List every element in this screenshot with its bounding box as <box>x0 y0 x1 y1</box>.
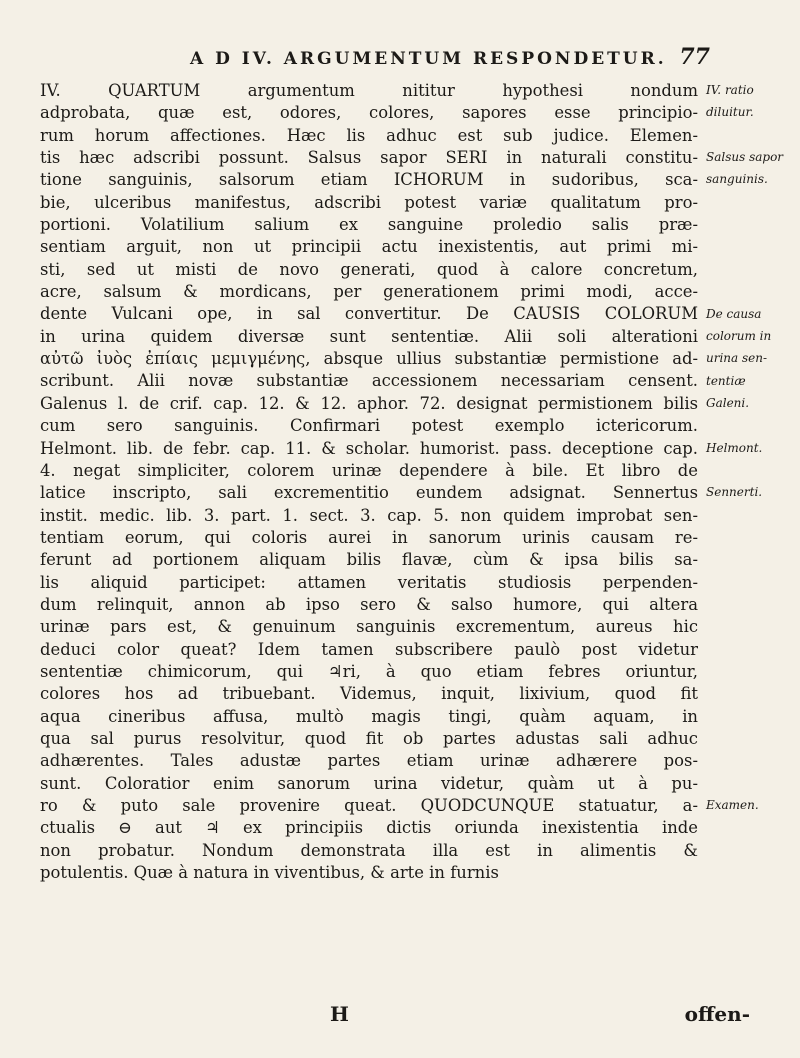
text-line: dum relinquit, annon ab ipso sero & salso humore, qui altera <box>40 594 698 614</box>
text-line: IV. QUARTUM argumentum nititur hypothesi nondum <box>40 81 698 100</box>
text-line: tentiam eorum, qui coloris aurei in sanorum urinis causam re- <box>40 527 698 547</box>
text-line: cum sero sanguinis. Confirmari potest exemplo ictericorum. <box>40 416 698 436</box>
text-line: sentiam arguit, non ut principii actu inexistentis, aut primi mi- <box>40 237 698 257</box>
catchword: offen- <box>684 1002 750 1026</box>
margin-note: IV. ratio <box>706 83 754 97</box>
text-line: deduci color queat? Idem tamen subscribere paulò post videtur <box>40 639 698 659</box>
margin-note: tentiæ <box>706 373 746 388</box>
text-line: lis aliquid participet: attamen veritatis studiosis perpenden- <box>40 572 698 592</box>
margin-note: Galeni. <box>706 395 750 410</box>
margin-note: De causa <box>706 306 762 321</box>
text-line: adhærentes. Tales adustæ partes etiam urinæ adhærere pos- <box>40 751 698 771</box>
text-line: aqua cineribus affusa, multò magis tingi, quàm aquam, in <box>40 706 698 726</box>
text-line: sunt. Coloratior enim sanorum urina videtur, quàm ut à pu- <box>40 773 698 793</box>
running-title: A D IV. ARGUMENTUM RESPONDETUR. <box>190 49 667 69</box>
text-line: ctualis ⊖ aut ♃ ex principiis dictis oriunda inexistentia inde <box>40 818 698 838</box>
text-line: Galenus l. de crif. cap. 12. & 12. aphor. 72. designat permistionem bilis <box>40 393 698 413</box>
page-number: 77 <box>679 44 710 70</box>
text-line: sti, sed ut misti de novo generati, quod à calore concretum, <box>40 259 698 279</box>
text-line: non probatur. Nondum demonstrata illa est in alimentis & <box>40 840 698 860</box>
page-footer <box>330 1002 750 1026</box>
text-line: αὐτῶ ἰυὸς ἐπίαις μεμιγμένης, absque ullius substantiæ permistione ad- <box>40 349 698 369</box>
text-line: bie, ulceribus manifestus, adscribi potest variæ qualitatum pro- <box>40 192 698 212</box>
text-line: dente Vulcani ope, in sal convertitur. De CAUSIS COLORUM <box>40 304 698 324</box>
margin-note: sanguinis. <box>706 172 768 187</box>
text-line: colores hos ad tribuebant. Videmus, inquit, lixivium, quod fit <box>40 684 698 704</box>
text-line: portioni. Volatilium salium ex sanguine proledio salis præ- <box>40 215 698 235</box>
margin-note: Examen. <box>706 798 759 813</box>
running-header <box>190 44 710 70</box>
margin-note: Salsus sapor <box>706 150 784 165</box>
text-line: acre, salsum & mordicans, per generationem primi modi, acce- <box>40 282 698 302</box>
text-line: ferunt ad portionem aliquam bilis flavæ, cùm & ipsa bilis sa- <box>40 550 698 570</box>
text-line: tione sanguinis, salsorum etiam ICHORUM in sudoribus, sca- <box>40 170 698 190</box>
body-text <box>40 80 698 884</box>
text-line: Helmont. lib. de febr. cap. 11. & scholar. humorist. pass. deceptione cap. <box>40 438 698 458</box>
text-line: urinæ pars est, & genuinum sanguinis excrementum, aureus hic <box>40 617 698 637</box>
text-line: latice inscripto, sali excrementitio eundem adsignat. Sennertus <box>40 483 698 503</box>
text-line: qua sal purus resolvitur, quod fit ob partes adustas sali adhuc <box>40 728 698 748</box>
text-line: 4. negat simpliciter, colorem urinæ dependere à bile. Et libro de <box>40 460 698 480</box>
text-line: instit. medic. lib. 3. part. 1. sect. 3. cap. 5. non quidem improbat sen- <box>40 505 698 525</box>
text-line: potulentis. Quæ à natura in viventibus, & arte in furnis <box>40 863 499 883</box>
margin-note: diluitur. <box>706 105 754 120</box>
margin-note: Sennerti. <box>706 485 763 500</box>
margin-note: urina sen- <box>706 351 768 366</box>
text-line: sententiæ chimicorum, qui ♃ri, à quo etiam febres oriuntur, <box>40 661 698 681</box>
margin-note: colorum in <box>706 328 772 343</box>
text-line: ro & puto sale provenire queat. QUODCUNQUE statuatur, a- <box>40 796 698 815</box>
text-line: tis hæc adscribi possunt. Salsus sapor SERI in naturali constitu- <box>40 148 698 168</box>
text-line: in urina quidem diversæ sunt sententiæ. Alii soli alterationi <box>40 326 698 346</box>
signature-mark: H <box>330 1002 349 1026</box>
text-line: scribunt. Alii novæ substantiæ accessionem necessariam censent. <box>40 371 698 391</box>
text-line: rum horum affectiones. Hæc lis adhuc est sub judice. Elemen- <box>40 125 698 145</box>
margin-note: Helmont. <box>706 440 763 455</box>
text-line: adprobata, quæ est, odores, colores, sapores esse principio- <box>40 103 698 123</box>
